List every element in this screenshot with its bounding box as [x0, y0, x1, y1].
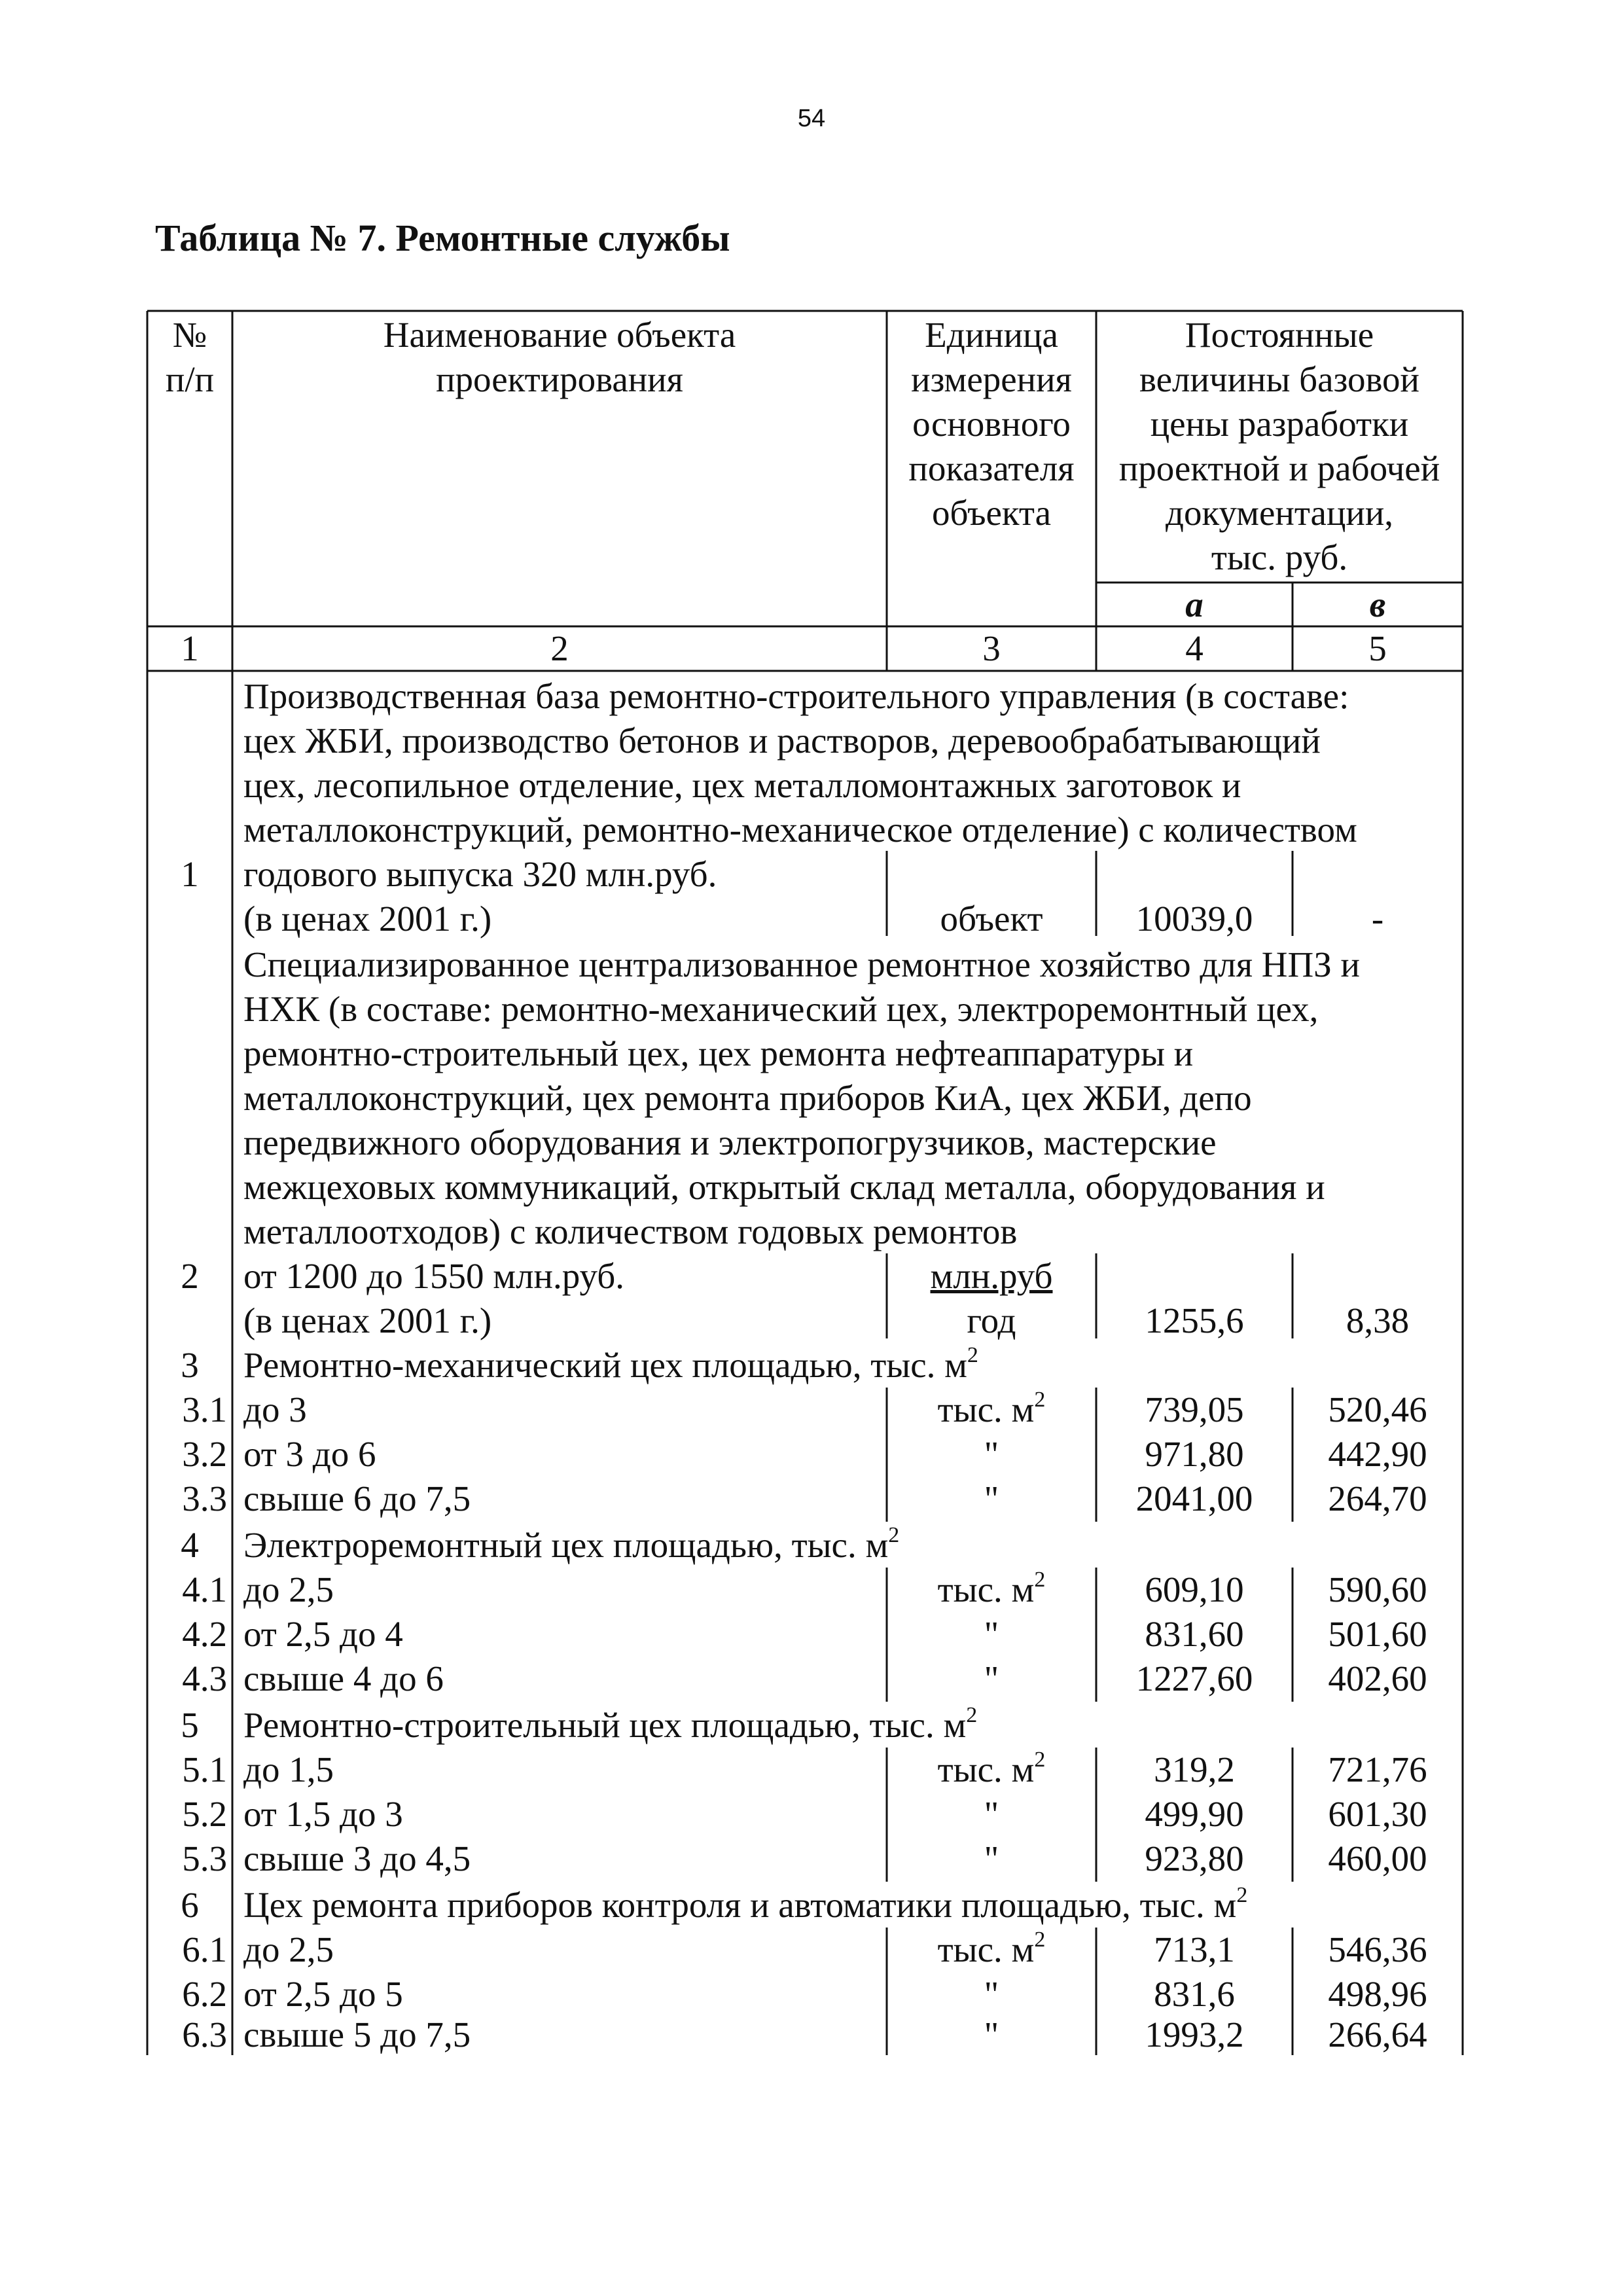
section5-title: [243, 1703, 977, 1748]
row-3-1-name: до 3: [243, 1390, 307, 1429]
row-4-3-num: 4.3: [182, 1659, 227, 1698]
row-5-2-value-a: 499,90: [1145, 1794, 1244, 1834]
section5-num: 5: [181, 1705, 199, 1745]
item2-value-a: 1255,6: [1145, 1300, 1244, 1340]
row-6-1-num: 6.1: [182, 1929, 227, 1969]
section4-num: 4: [181, 1525, 199, 1565]
row-3-2-value-b: 442,90: [1328, 1434, 1427, 1474]
row-6-2-num: 6.2: [182, 1974, 227, 2014]
row-5-1-unit-text: тыс. м: [937, 1749, 1035, 1789]
item1-value-a: 10039,0: [1135, 899, 1253, 939]
row-6-2-unit: ": [984, 1974, 999, 2014]
section3-title-text: Ремонтно-механический цех площадью, тыс. м: [243, 1345, 967, 1385]
row-3-3-value-a: 2041,00: [1135, 1479, 1253, 1518]
section6-title-text: Цех ремонта приборов контроля и автоматики площадью, тыс. м: [243, 1885, 1237, 1925]
section6-title: [243, 1883, 1247, 1928]
row-5-1-unit-sup: 2: [1034, 1747, 1046, 1772]
row-6-1-name: до 2,5: [243, 1929, 334, 1969]
item2-unit-denominator: год: [967, 1300, 1016, 1340]
col-number-4: 4: [1185, 628, 1204, 668]
header-col45-line: документации,: [1165, 493, 1394, 533]
item2-description: [243, 942, 1360, 1343]
row-5-3-num: 5.3: [182, 1839, 227, 1878]
item2-value-b: 8,38: [1346, 1300, 1410, 1340]
row-3-2-num: 3.2: [182, 1434, 227, 1474]
row-3-2-unit: ": [984, 1434, 999, 1474]
header-col1-line: п/п: [165, 359, 215, 399]
item1-unit: объект: [940, 899, 1043, 939]
row-6-2-value-a: 831,6: [1154, 1974, 1235, 2014]
row-6-3-value-a: 1993,2: [1145, 2015, 1244, 2054]
header-col2: [232, 313, 887, 402]
row-4-1-value-b: 590,60: [1328, 1570, 1427, 1609]
col-number-1: 1: [181, 628, 199, 668]
row-4-2-unit: ": [984, 1614, 999, 1654]
header-col3: [887, 313, 1096, 535]
row-3-3-value-b: 264,70: [1328, 1479, 1427, 1518]
header-col1: [147, 313, 232, 402]
row-4-1-value-a: 609,10: [1145, 1570, 1244, 1609]
row-5-3-unit: ": [984, 1839, 999, 1878]
col-number-5: 5: [1368, 628, 1387, 668]
row-4-1-name: до 2,5: [243, 1570, 334, 1609]
item1-num: 1: [181, 854, 199, 894]
col-number-2: 2: [550, 628, 569, 668]
row-4-1-unit-sup: 2: [1034, 1567, 1046, 1592]
item1-line: годового выпуска 320 млн.руб.: [243, 854, 717, 894]
item2-line: НХК (в составе: ремонтно-механический цех, электроремонтный цех,: [243, 989, 1319, 1029]
item1-line: цех, лесопильное отделение, цех металломонтажных заготовок и: [243, 765, 1241, 805]
row-4-3-value-b: 402,60: [1328, 1659, 1427, 1698]
row-4-2-name: от 2,5 до 4: [243, 1614, 403, 1654]
header-col45-line: проектной и рабочей: [1118, 448, 1440, 488]
row-4-3-value-a: 1227,60: [1135, 1659, 1253, 1698]
section3-title-sup: 2: [967, 1342, 978, 1367]
row-4-2-num: 4.2: [182, 1614, 227, 1654]
row-3-3-unit: ": [984, 1479, 999, 1518]
row-6-1-value-b: 546,36: [1328, 1929, 1427, 1969]
section4-title: [243, 1523, 899, 1568]
row-6-1-unit-sup: 2: [1034, 1927, 1046, 1952]
table-title: Таблица № 7. Ремонтные службы: [155, 217, 730, 259]
item1-line: (в ценах 2001 г.): [243, 899, 492, 939]
row-4-2-value-a: 831,60: [1145, 1614, 1244, 1654]
row-6-2-name: от 2,5 до 5: [243, 1974, 403, 2014]
row-6-3-unit: ": [984, 2015, 999, 2054]
row-4-3-unit: ": [984, 1659, 999, 1698]
row-4-1-num: 4.1: [182, 1570, 227, 1609]
row-4-2-value-b: 501,60: [1328, 1614, 1427, 1654]
row-3-2-value-a: 971,80: [1145, 1434, 1244, 1474]
page-number: 54: [797, 105, 826, 132]
row-3-1-value-b: 520,46: [1328, 1390, 1427, 1429]
section5-title-sup: 2: [966, 1702, 978, 1727]
row-6-2-value-b: 498,96: [1328, 1974, 1427, 2014]
header-col45-line: Постоянные: [1185, 315, 1374, 355]
col-number-3: 3: [982, 628, 1001, 668]
item2-line: металлоконструкций, цех ремонта приборов КиА, цех ЖБИ, депо: [243, 1078, 1252, 1118]
row-5-1-value-b: 721,76: [1328, 1749, 1427, 1789]
header-sub-a: а: [1185, 584, 1204, 624]
item1-line: металлоконструкций, ремонтно-механическое отделение) с количеством: [243, 810, 1357, 850]
item2-num: 2: [181, 1256, 199, 1296]
row-5-1-num: 5.1: [182, 1749, 227, 1789]
section3-title: [243, 1343, 978, 1388]
row-6-3-num: 6.3: [182, 2015, 227, 2054]
row-4-1-unit-text: тыс. м: [937, 1570, 1035, 1609]
row-6-3-name: свыше 5 до 7,5: [243, 2015, 471, 2054]
row-4-1-unit: [887, 1568, 1096, 1612]
item2-line: Специализированное централизованное ремонтное хозяйство для НПЗ и: [243, 944, 1360, 984]
row-6-1-unit: [887, 1928, 1096, 1972]
item2-line: передвижного оборудования и электропогрузчиков, мастерские: [243, 1122, 1217, 1162]
row-5-2-unit: ": [984, 1794, 999, 1834]
header-col2-line: Наименование объекта: [383, 315, 736, 355]
section4-title-text: Электроремонтный цех площадью, тыс. м: [243, 1525, 889, 1565]
item1-line: цех ЖБИ, производство бетонов и растворов, деревообрабатывающий: [243, 721, 1321, 761]
section5-title-text: Ремонтно-строительный цех площадью, тыс. м: [243, 1705, 967, 1745]
row-6-1-unit-text: тыс. м: [937, 1929, 1035, 1969]
row-5-1-value-a: 319,2: [1154, 1749, 1235, 1789]
item1-value-b: -: [1371, 899, 1384, 939]
row-5-2-value-b: 601,30: [1328, 1794, 1427, 1834]
row-3-1-value-a: 739,05: [1145, 1390, 1244, 1429]
row-5-1-unit: [887, 1748, 1096, 1792]
header-sub-b: в: [1369, 584, 1386, 624]
row-5-3-name: свыше 3 до 4,5: [243, 1839, 471, 1878]
section6-num: 6: [181, 1885, 199, 1925]
row-3-2-name: от 3 до 6: [243, 1434, 376, 1474]
row-4-3-name: свыше 4 до 6: [243, 1659, 444, 1698]
header-col3-line: Единица: [925, 315, 1058, 355]
item2-line: (в ценах 2001 г.): [243, 1300, 492, 1340]
header-col3-line: показателя: [908, 448, 1075, 488]
row-5-2-num: 5.2: [182, 1794, 227, 1834]
item2-line: межцеховых коммуникаций, открытый склад металла, оборудования и: [243, 1167, 1325, 1207]
row-5-2-name: от 1,5 до 3: [243, 1794, 403, 1834]
row-6-1-value-a: 713,1: [1154, 1929, 1235, 1969]
header-col3-line: основного: [912, 404, 1071, 444]
header-col1-line: №: [172, 315, 207, 355]
item2-line: металлоотходов) с количеством годовых ремонтов: [243, 1211, 1018, 1251]
item2-line: от 1200 до 1550 млн.руб.: [243, 1256, 625, 1296]
row-3-3-name: свыше 6 до 7,5: [243, 1479, 471, 1518]
section4-title-sup: 2: [888, 1522, 900, 1547]
header-col45-line: величины базовой: [1139, 359, 1419, 399]
row-3-1-unit-sup: 2: [1034, 1387, 1046, 1412]
header-col3-line: объекта: [931, 493, 1052, 533]
section6-title-sup: 2: [1236, 1882, 1248, 1907]
header-col3-line: измерения: [911, 359, 1072, 399]
row-3-1-num: 3.1: [182, 1390, 227, 1429]
row-5-3-value-b: 460,00: [1328, 1839, 1427, 1878]
item1-line: Производственная база ремонтно-строительного управления (в составе:: [243, 676, 1349, 716]
header-col45-line: цены разработки: [1150, 404, 1409, 444]
item2-line: ремонтно-строительный цех, цех ремонта нефтеаппаратуры и: [243, 1033, 1194, 1073]
row-5-1-name: до 1,5: [243, 1749, 334, 1789]
header-col45-line: тыс. руб.: [1211, 537, 1348, 577]
row-6-3-value-b: 266,64: [1328, 2015, 1427, 2054]
row-3-3-num: 3.3: [182, 1479, 227, 1518]
header-col2-line: проектирования: [436, 359, 683, 399]
row-3-1-unit-text: тыс. м: [937, 1390, 1035, 1429]
item2-unit-numerator: млн.руб: [930, 1256, 1053, 1296]
row-5-3-value-a: 923,80: [1145, 1839, 1244, 1878]
row-3-1-unit: [887, 1388, 1096, 1432]
section3-num: 3: [181, 1345, 199, 1385]
header-col45: [1096, 313, 1463, 580]
